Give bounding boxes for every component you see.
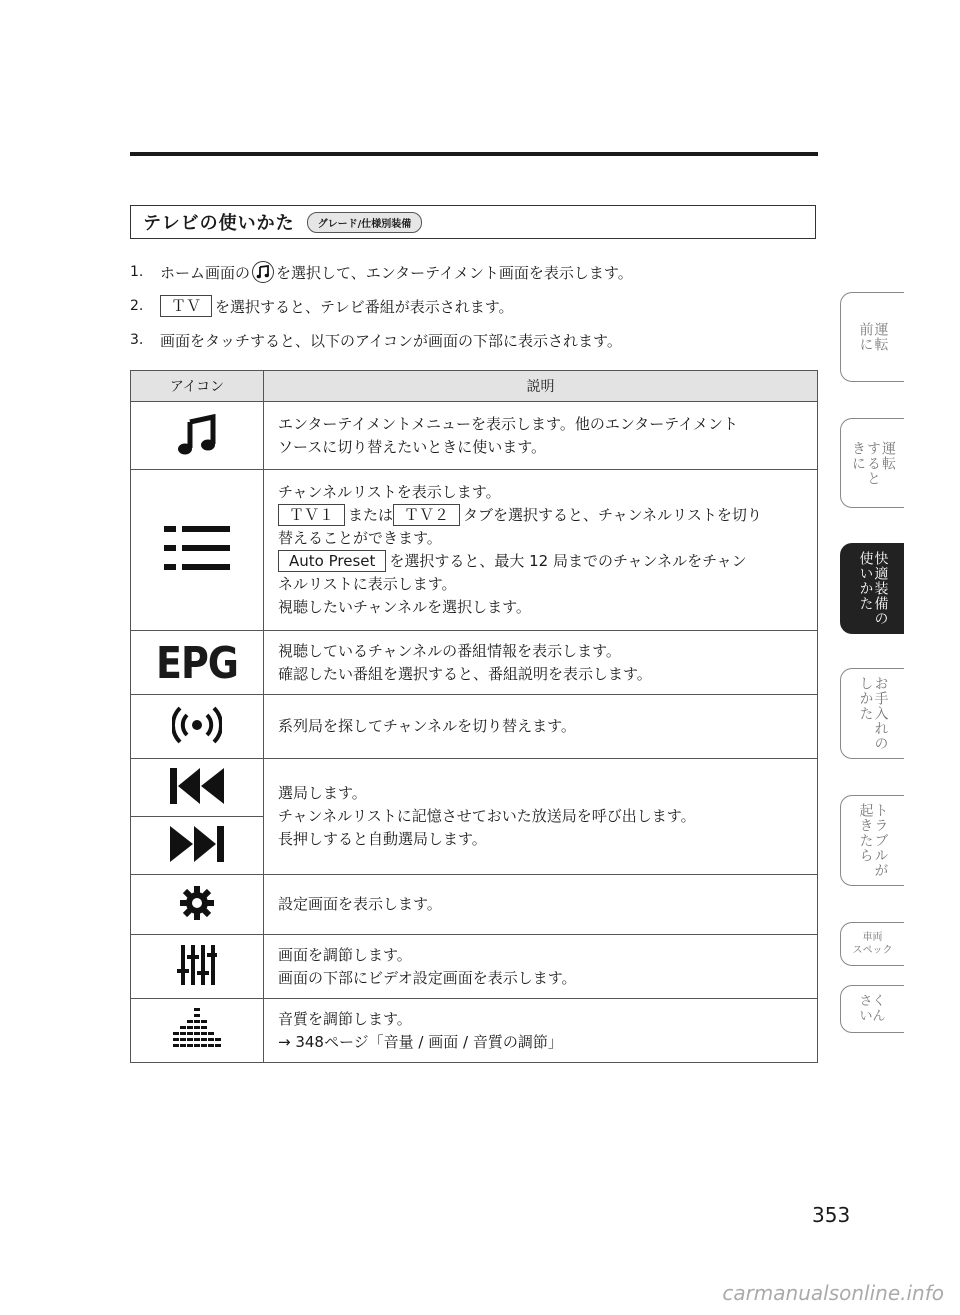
table-header: [131, 371, 818, 402]
table-row: [131, 631, 818, 695]
desc-line: エンターテイメントメニューを表示します。他のエンターテイメント: [278, 414, 739, 433]
epg-icon[interactable]: EPG: [156, 637, 238, 688]
grade-badge: グレード/仕様別装備: [307, 212, 423, 233]
desc-line: 確認したい番組を選択すると、番組説明を表示します。: [278, 664, 652, 683]
step-text: ホーム画面の: [160, 263, 251, 282]
desc-line: チャンネルリストを表示します。: [278, 483, 501, 501]
desc-line: 系列局を探してチャンネルを切り替えます。: [278, 717, 576, 735]
desc-line: ネルリストに表示します。: [278, 575, 457, 593]
page-number: 353: [812, 1203, 851, 1227]
table-row: [131, 759, 818, 817]
tv-key[interactable]: ＴＶ: [160, 295, 212, 317]
desc-line: 設定画面を表示します。: [278, 895, 442, 913]
tab-label: トラブルが 起きたら: [857, 803, 889, 878]
step-number: 3.: [130, 332, 144, 348]
section-header: [130, 205, 816, 239]
desc-text: を選択すると、最大 12 局までのチャンネルをチャン: [389, 552, 747, 570]
watermark: carmanualsonline.info: [722, 1281, 944, 1305]
desc-line: 画面の下部にビデオ設定画面を表示します。: [278, 968, 577, 987]
desc-line: 選局します。: [278, 784, 367, 802]
top-rule: [130, 152, 818, 156]
desc-line: 音質を調節します。: [278, 1009, 412, 1028]
tab-index[interactable]: [840, 985, 904, 1033]
tab-vehicle-specs[interactable]: [840, 922, 904, 966]
step-number: 2.: [130, 298, 144, 314]
header-icon: アイコン: [131, 371, 264, 402]
desc-line: チャンネルリストに記憶させておいた放送局を呼び出します。: [278, 807, 696, 825]
music-note-icon[interactable]: [175, 412, 219, 456]
header-desc: 説明: [264, 371, 818, 402]
tab-label: お手入れの しかた: [857, 676, 889, 751]
desc-line: 画面を調節します。: [278, 945, 412, 964]
step-1: [130, 255, 820, 289]
table-row: [131, 935, 818, 999]
skip-next-icon[interactable]: [170, 826, 224, 862]
gear-icon[interactable]: [179, 885, 215, 921]
desc-line: [278, 504, 805, 527]
tab-label: 運転 前に: [857, 322, 889, 352]
tab-label: 運転 すると きに: [850, 440, 896, 486]
table-row: [131, 470, 818, 631]
music-note-icon: [252, 261, 274, 283]
table-row: [131, 999, 818, 1063]
step-text: を選択して、エンターテイメント画面を表示します。: [276, 263, 633, 282]
desc-line: [278, 550, 805, 573]
step-text: 画面をタッチすると、以下のアイコンが画面の下部に表示されます。: [160, 331, 622, 350]
step-number: 1.: [130, 264, 144, 280]
desc-line: ソースに切り替えたいときに使います。: [278, 437, 547, 456]
step-2: [130, 289, 820, 323]
desc-line: 視聴しているチャンネルの番組情報を表示します。: [278, 641, 621, 660]
icon-table: [130, 370, 818, 1063]
desc-text: または: [348, 506, 394, 524]
desc-line: 長押しすると自動選局します。: [278, 830, 487, 848]
tab-comfort-features[interactable]: [840, 543, 904, 634]
tab-label: さく いん: [859, 994, 886, 1024]
desc-line: → 348ページ「音量 / 画面 / 音質の調節」: [278, 1032, 563, 1051]
tab-label: 車両 スペック: [852, 932, 893, 956]
step-text: を選択すると、テレビ番組が表示されます。: [215, 297, 514, 316]
sound-bars-icon[interactable]: [173, 1008, 221, 1050]
tab-while-driving[interactable]: [840, 418, 904, 508]
equalizer-icon[interactable]: [177, 945, 217, 985]
step-3: [130, 323, 820, 357]
broadcast-icon[interactable]: [172, 705, 222, 745]
tab-maintenance[interactable]: [840, 668, 904, 759]
list-icon[interactable]: [164, 526, 230, 570]
auto-preset-key[interactable]: Auto Preset: [278, 550, 386, 572]
desc-line: 替えることができます。: [278, 529, 442, 547]
skip-previous-icon[interactable]: [170, 768, 224, 804]
steps-list: [130, 255, 820, 357]
table-row: [131, 402, 818, 470]
tv2-key[interactable]: ＴＶ２: [393, 504, 460, 526]
tab-troubleshooting[interactable]: [840, 795, 904, 886]
tv1-key[interactable]: ＴＶ１: [278, 504, 345, 526]
section-title: テレビの使いかた: [143, 213, 295, 234]
desc-text: タブを選択すると、チャンネルリストを切り: [463, 506, 762, 524]
desc-line: 視聴したいチャンネルを選択します。: [278, 598, 531, 616]
table-row: [131, 695, 818, 759]
tab-label: 快適装備の 使いかた: [857, 551, 889, 626]
tab-before-driving[interactable]: [840, 292, 904, 382]
table-row: [131, 875, 818, 935]
